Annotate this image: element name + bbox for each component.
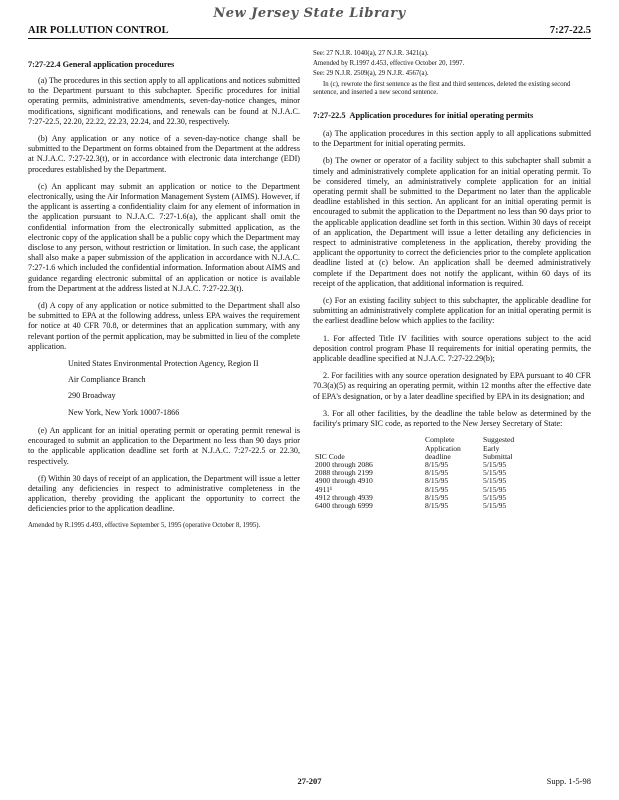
table-header-cell: Suggested [483, 435, 515, 445]
paragraph-d: (d) A copy of any application or notice submitted to the Department shall also be submitted to EPA at the following address, unless EPA waives the requirement for notice at 40 CFR 70.8, or determines that an application summary, with any relevant portion of the permit application, may be submitted in lieu of the complete application. [28, 301, 300, 351]
page-number: 27-207 [297, 776, 322, 786]
history-note: See: 27 N.J.R. 1040(a), 27 N.J.R. 3421(a). [313, 50, 429, 57]
table-header-cell: SIC Code [315, 451, 345, 461]
address-line: New York, New York 10007-1866 [68, 407, 180, 417]
header-section-number: 7:27-22.5 [549, 25, 591, 36]
sic-code-cell: 2000 through 2086 [315, 459, 373, 469]
section-heading-22-5 [313, 111, 591, 121]
sic-deadline-table [315, 436, 514, 510]
early-submittal-cell: 5/15/95 [483, 459, 507, 469]
epa-address [68, 359, 300, 418]
deadline-cell: 8/15/95 [425, 459, 449, 469]
paragraph-e: (e) An applicant for an initial operating permit or operating permit renewal is encouraged to submit an application to the Department no less than 90 days prior to the applicable application deadline set forth at N.J.A.C. 7:27-22.5 or 22.30, respectively. [28, 425, 300, 466]
running-header [28, 22, 591, 39]
address-line: Air Compliance Branch [68, 375, 146, 385]
paragraph-c: (c) An applicant may submit an application or notice to the Department electronically, using the Air Information Management System (AIMS). However, if the applicant is asserting a confidentiality claim for any element of information in the application pursuant to N.J.A.C. 7:27-1.6(a), the applicant shall omit the confidential information from the electronically submitted application, as the electronic copy of the application shall be a public copy which the Department may disclose to any person, without restriction or limitation. In such case, the applicant shall also make a paper submission of the application in accordance with N.J.A.C. 7:27-1.6 which included the confidential information. Information about AIMS and guidance regarding electronic submittal of an application or notice is available from the Department at the address listed at N.J.A.C. 7:27-22.3(t). [28, 181, 300, 293]
table-header-cell: Submittal [483, 451, 513, 461]
history-note: See: 29 N.J.R. 2509(a), 29 N.J.R. 4567(a). [313, 70, 429, 78]
early-submittal-cell: 5/15/95 [483, 468, 507, 478]
amendment-note: Amended by R.1995 d.493, effective September 5, 1995 (operative October 8, 1995). [28, 521, 261, 529]
early-submittal-cell: 5/15/95 [483, 476, 507, 486]
section-title: Application procedures for initial operating permits [349, 111, 534, 121]
paragraph-c: (c) For an existing facility subject to this subchapter, the applicable deadline for submitting an administratively complete application for an initial operating permit is the earliest deadline below which applies to the facility: [313, 296, 591, 326]
table-row [315, 502, 514, 510]
history-note: In (c), rewrote the first sentence as the first and third sentences, deleted the existing second sentence, and inserted a new second sentence. [313, 80, 571, 96]
sic-code-cell: 2088 through 2199 [315, 468, 373, 478]
sic-code-cell: 4912 through 4939 [315, 492, 373, 502]
deadline-cell: 8/15/95 [425, 484, 449, 494]
paragraph-f: (f) Within 30 days of receipt of an application, the Department will issue a letter detailing any deficiencies in respect to administrative completeness in the application, thereby providing the applicant the opportunity to correct the deficiencies prior to the application deadline. [28, 473, 300, 514]
supplement-date: Supp. 1-5-98 [546, 776, 591, 786]
deadline-cell: 8/15/95 [425, 500, 449, 510]
deadline-cell: 8/15/95 [425, 468, 449, 478]
paragraph-b: (b) Any application or any notice of a seven-day-notice change shall be submitted to the Department on forms obtained from the Department at the address at N.J.A.C. 7:27-22.3(t), or in accordance with electronic data interchange (EDI) procedures established by the Department. [28, 134, 300, 174]
address-line: 290 Broadway [68, 391, 116, 401]
table-header-cell [315, 436, 425, 444]
address-line: United States Environmental Protection Agency, Region II [68, 359, 259, 369]
deadline-cell: 8/15/95 [425, 476, 449, 486]
library-watermark: New Jersey State Library [213, 6, 406, 21]
paragraph-a: (a) The application procedures in this section apply to all applications submitted to the Department for initial operating permits. [313, 129, 591, 149]
paragraph-c-2: 2. For facilities with any source operation designated by EPA pursuant to 40 CFR 70.3(a)(5) as requiring an operating permit, within 12 months after the effective date of EPA's designation, or by a later deadline specified by EPA in its designation; and [313, 371, 591, 401]
sic-code-cell: 4911¹ [315, 484, 333, 494]
table-header-cell: Application [425, 443, 461, 453]
paragraph-c-3: 3. For all other facilities, by the deadline the table below as determined by the facility's primary SIC code, as reported to the New Jersey Secretary of State: [313, 408, 591, 429]
table-header-cell: Complete [425, 435, 455, 445]
paragraph-c-1: 1. For affected Title IV facilities with source operations subject to the acid deposition control program Phase II requirements for initial operating permits, the applicable deadline specified at N.J.A.C. 7:27-22.29(b); [313, 333, 591, 364]
deadline-cell: 8/15/95 [425, 492, 449, 502]
early-submittal-cell: 5/15/95 [483, 492, 507, 502]
header-chapter-title: AIR POLLUTION CONTROL [28, 25, 169, 36]
right-column [313, 50, 591, 510]
early-submittal-cell: 5/15/95 [483, 484, 507, 494]
sic-code-cell: 4900 through 4910 [315, 476, 373, 486]
early-submittal-cell: 5/15/95 [483, 500, 507, 510]
table-header-cell: deadline [425, 451, 451, 461]
paragraph-a: (a) The procedures in this section apply to all applications and notices submitted to the Department pursuant to this subchapter. Specific procedures for initial operating permits, administrative amendments, seven-day-notice changes, minor modifications, significant modifications, and renewals can be found at N.J.A.C. 7:27-22.5, 22.20, 22.22, 22.23, 22.24, and 22.30, respectively. [28, 76, 300, 126]
section-heading-22-4: 7:27-22.4 General application procedures [28, 60, 175, 69]
table-header-cell: Early [483, 443, 500, 453]
left-column [28, 50, 300, 532]
sic-code-cell: 6400 through 6999 [315, 500, 373, 510]
paragraph-b: (b) The owner or operator of a facility subject to this subchapter shall submit a timely and administratively complete application for an initial operating permit. To be considered timely, an administratively complete application for an initial operating permit shall be submitted to the Department no later than the applicable deadline established in this section. An applicant for an initial operating permit is encouraged to submit the application to the Department no less than 90 days prior to the applicable application deadline set forth in this section. Within 30 days of receipt of an application, the Department will issue a letter detailing any deficiencies in respect to administrative completeness in the application, thereby providing the applicant the opportunity to correct the deficiencies prior to the complete application deadline listed at (c) below. An application shall be deemed administratively complete if the Department does not notify the applicant, within 60 days of its receipt of the application, that additional information is required. [313, 156, 591, 288]
history-note: Amended by R.1997 d.453, effective October 20, 1997. [313, 60, 465, 68]
section-number: 7:27-22.5 [313, 111, 346, 121]
